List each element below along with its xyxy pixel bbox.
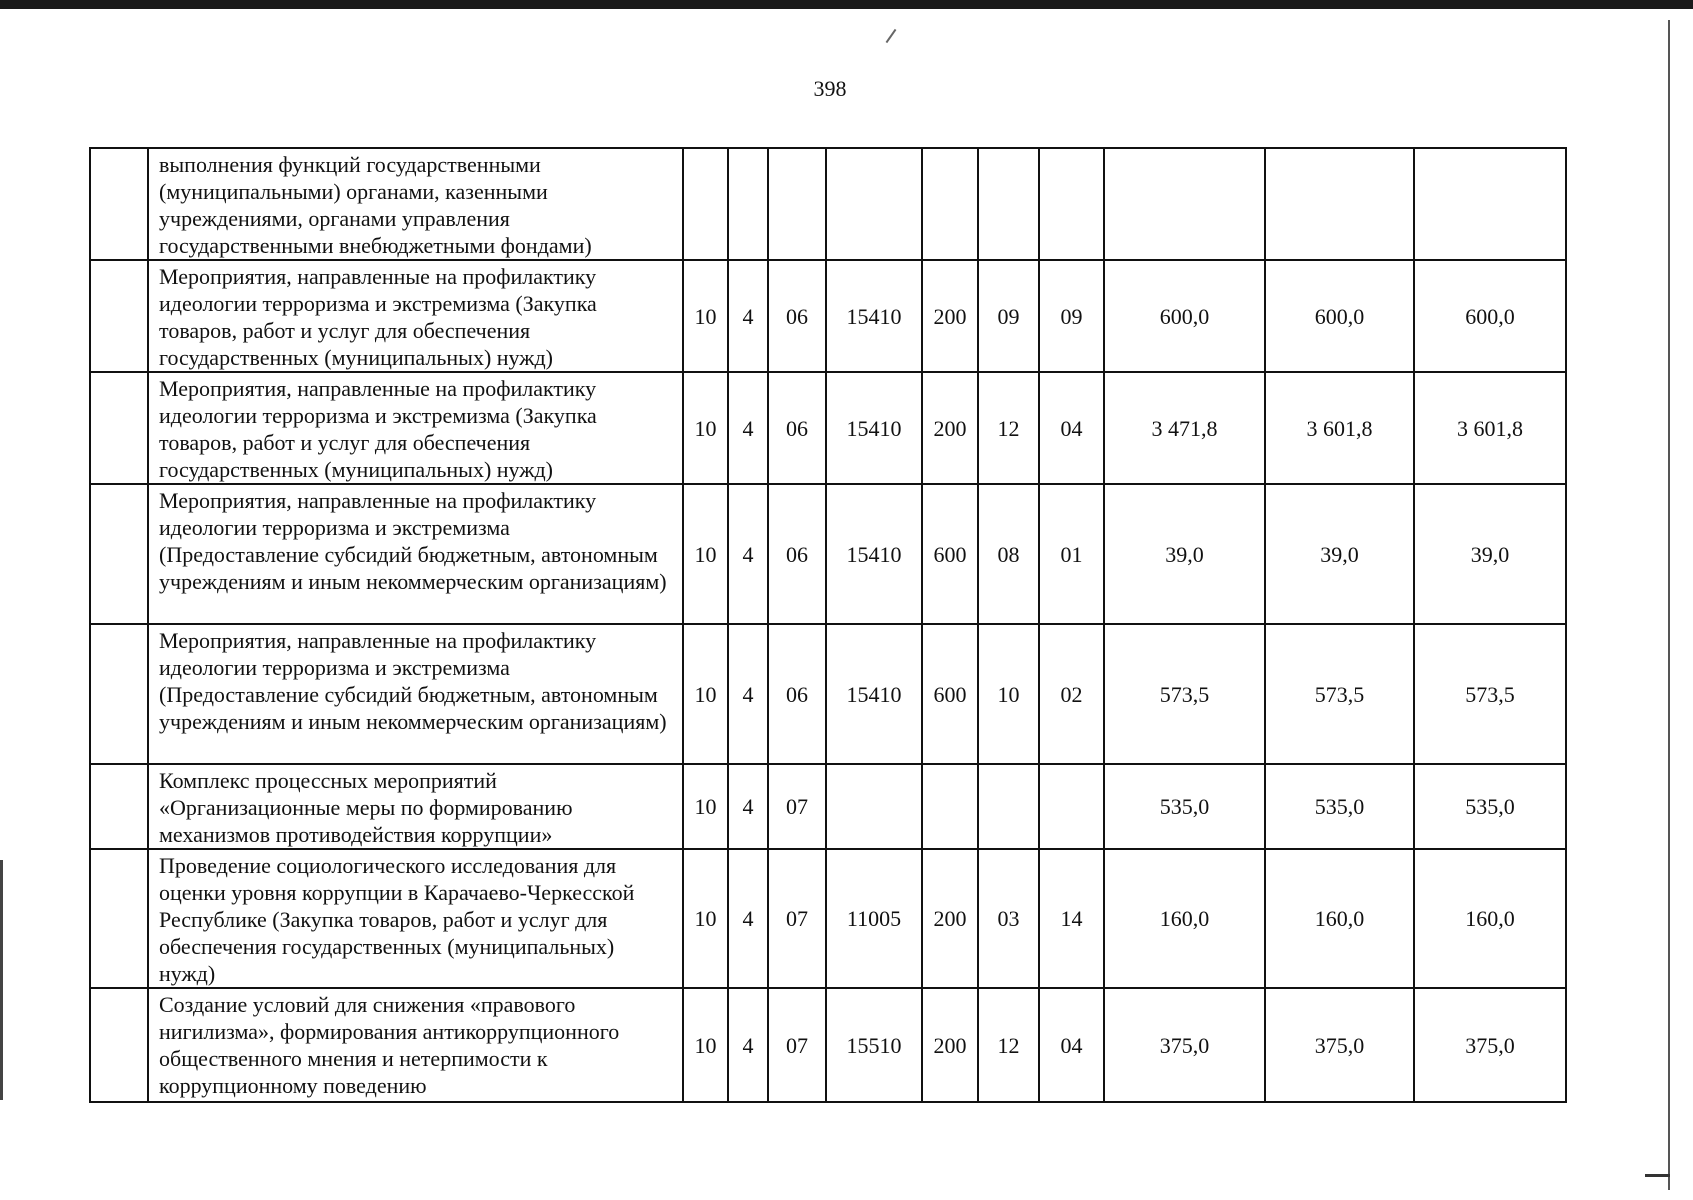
code-direction: 15410 bbox=[826, 484, 922, 624]
table-row bbox=[90, 260, 1566, 372]
code-section: 12 bbox=[978, 372, 1039, 484]
code-subprogram: 4 bbox=[728, 372, 768, 484]
amount-year-3: 39,0 bbox=[1414, 484, 1566, 624]
code-subprogram: 4 bbox=[728, 988, 768, 1102]
row-number-cell bbox=[90, 260, 148, 372]
code-subsection: 02 bbox=[1039, 624, 1104, 764]
row-description: Мероприятия, направленные на профилактику идеологии терроризма и экстремизма (Предоставление субсидий бюджетным, автономным учреждениям и иным некоммерческим организациям) bbox=[148, 624, 683, 764]
code-section bbox=[978, 764, 1039, 849]
code-event bbox=[768, 148, 826, 260]
amount-year-1 bbox=[1104, 148, 1265, 260]
amount-year-2: 39,0 bbox=[1265, 484, 1414, 624]
row-number-cell bbox=[90, 148, 148, 260]
amount-year-2: 375,0 bbox=[1265, 988, 1414, 1102]
amount-year-3: 573,5 bbox=[1414, 624, 1566, 764]
code-event: 07 bbox=[768, 764, 826, 849]
code-ministry: 10 bbox=[683, 624, 728, 764]
code-event: 07 bbox=[768, 849, 826, 988]
row-number-cell bbox=[90, 372, 148, 484]
code-direction bbox=[826, 148, 922, 260]
code-ministry: 10 bbox=[683, 764, 728, 849]
code-subsection bbox=[1039, 764, 1104, 849]
code-section bbox=[978, 148, 1039, 260]
code-subprogram: 4 bbox=[728, 764, 768, 849]
code-event: 06 bbox=[768, 484, 826, 624]
amount-year-2: 600,0 bbox=[1265, 260, 1414, 372]
code-subsection: 04 bbox=[1039, 372, 1104, 484]
row-description: Проведение социологического исследования для оценки уровня коррупции в Карачаево-Черкесской Республике (Закупка товаров, работ и услуг для обеспечения государственных (муниципальных) нужд) bbox=[148, 849, 683, 988]
amount-year-2 bbox=[1265, 148, 1414, 260]
code-direction: 15410 bbox=[826, 260, 922, 372]
code-expense-type: 200 bbox=[922, 988, 978, 1102]
code-event: 07 bbox=[768, 988, 826, 1102]
code-subsection: 09 bbox=[1039, 260, 1104, 372]
code-section: 09 bbox=[978, 260, 1039, 372]
code-subsection: 04 bbox=[1039, 988, 1104, 1102]
table-row bbox=[90, 849, 1566, 988]
code-section: 12 bbox=[978, 988, 1039, 1102]
table-row bbox=[90, 624, 1566, 764]
row-number-cell bbox=[90, 484, 148, 624]
amount-year-2: 3 601,8 bbox=[1265, 372, 1414, 484]
code-ministry: 10 bbox=[683, 372, 728, 484]
code-direction: 11005 bbox=[826, 849, 922, 988]
table-row bbox=[90, 988, 1566, 1102]
row-description: Мероприятия, направленные на профилактику идеологии терроризма и экстремизма (Закупка товаров, работ и услуг для обеспечения государственных (муниципальных) нужд) bbox=[148, 372, 683, 484]
row-description: Мероприятия, направленные на профилактику идеологии терроризма и экстремизма (Предоставление субсидий бюджетным, автономным учреждениям и иным некоммерческим организациям) bbox=[148, 484, 683, 624]
amount-year-1: 375,0 bbox=[1104, 988, 1265, 1102]
row-number-cell bbox=[90, 624, 148, 764]
code-expense-type bbox=[922, 148, 978, 260]
code-ministry: 10 bbox=[683, 484, 728, 624]
code-event: 06 bbox=[768, 260, 826, 372]
amount-year-3: 600,0 bbox=[1414, 260, 1566, 372]
table-row bbox=[90, 484, 1566, 624]
code-section: 08 bbox=[978, 484, 1039, 624]
code-subsection bbox=[1039, 148, 1104, 260]
code-ministry: 10 bbox=[683, 849, 728, 988]
scan-left-edge-mark bbox=[0, 860, 3, 1100]
amount-year-1: 535,0 bbox=[1104, 764, 1265, 849]
code-ministry bbox=[683, 148, 728, 260]
scan-speck bbox=[886, 29, 897, 43]
code-expense-type: 200 bbox=[922, 372, 978, 484]
amount-year-3: 3 601,8 bbox=[1414, 372, 1566, 484]
table-row bbox=[90, 372, 1566, 484]
amount-year-3: 160,0 bbox=[1414, 849, 1566, 988]
amount-year-1: 39,0 bbox=[1104, 484, 1265, 624]
code-subprogram: 4 bbox=[728, 260, 768, 372]
scan-right-edge bbox=[1668, 20, 1670, 1190]
row-number-cell bbox=[90, 849, 148, 988]
amount-year-1: 3 471,8 bbox=[1104, 372, 1265, 484]
code-subprogram: 4 bbox=[728, 849, 768, 988]
code-expense-type bbox=[922, 764, 978, 849]
code-ministry: 10 bbox=[683, 988, 728, 1102]
amount-year-2: 160,0 bbox=[1265, 849, 1414, 988]
row-number-cell bbox=[90, 764, 148, 849]
amount-year-2: 535,0 bbox=[1265, 764, 1414, 849]
table-row bbox=[90, 764, 1566, 849]
code-ministry: 10 bbox=[683, 260, 728, 372]
amount-year-1: 160,0 bbox=[1104, 849, 1265, 988]
code-expense-type: 600 bbox=[922, 624, 978, 764]
scan-top-border bbox=[0, 0, 1693, 9]
code-event: 06 bbox=[768, 372, 826, 484]
amount-year-2: 573,5 bbox=[1265, 624, 1414, 764]
scan-right-edge-corner bbox=[1645, 1174, 1670, 1177]
row-description: выполнения функций государственными (муниципальными) органами, казенными учреждениями, органами управления государственными внебюджетными фондами) bbox=[148, 148, 683, 260]
code-expense-type: 200 bbox=[922, 849, 978, 988]
amount-year-1: 573,5 bbox=[1104, 624, 1265, 764]
code-subprogram bbox=[728, 148, 768, 260]
code-section: 10 bbox=[978, 624, 1039, 764]
code-event: 06 bbox=[768, 624, 826, 764]
row-description: Мероприятия, направленные на профилактику идеологии терроризма и экстремизма (Закупка товаров, работ и услуг для обеспечения государственных (муниципальных) нужд) bbox=[148, 260, 683, 372]
code-subprogram: 4 bbox=[728, 624, 768, 764]
code-direction: 15410 bbox=[826, 624, 922, 764]
code-direction: 15410 bbox=[826, 372, 922, 484]
code-subprogram: 4 bbox=[728, 484, 768, 624]
code-expense-type: 600 bbox=[922, 484, 978, 624]
row-number-cell bbox=[90, 988, 148, 1102]
amount-year-3: 375,0 bbox=[1414, 988, 1566, 1102]
code-subsection: 01 bbox=[1039, 484, 1104, 624]
amount-year-3 bbox=[1414, 148, 1566, 260]
code-expense-type: 200 bbox=[922, 260, 978, 372]
code-direction: 15510 bbox=[826, 988, 922, 1102]
code-subsection: 14 bbox=[1039, 849, 1104, 988]
amount-year-3: 535,0 bbox=[1414, 764, 1566, 849]
page-number: 398 bbox=[813, 76, 847, 101]
table-row bbox=[90, 148, 1566, 260]
row-description: Создание условий для снижения «правового нигилизма», формирования антикоррупционного общественного мнения и нетерпимости к коррупционному поведению bbox=[148, 988, 683, 1102]
budget-table bbox=[89, 147, 1567, 1103]
code-direction bbox=[826, 764, 922, 849]
code-section: 03 bbox=[978, 849, 1039, 988]
row-description: Комплекс процессных мероприятий «Организационные меры по формированию механизмов противодействия коррупции» bbox=[148, 764, 683, 849]
amount-year-1: 600,0 bbox=[1104, 260, 1265, 372]
